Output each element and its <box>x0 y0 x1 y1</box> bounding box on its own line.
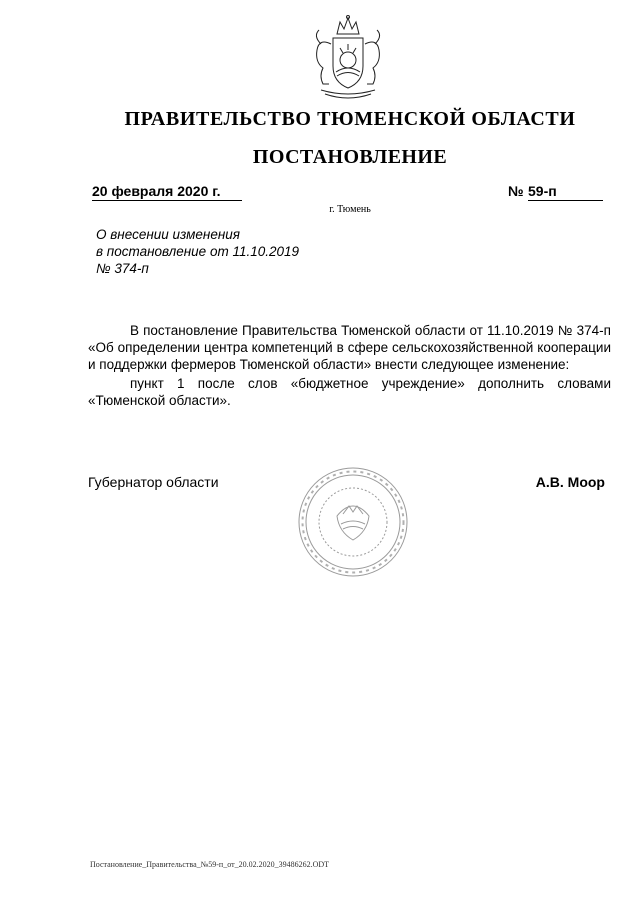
footer-filename: Постановление_Правительства_№59-п_от_20.02.2020_39486262.ODT <box>90 860 330 869</box>
subject-line: в постановление от 11.10.2019 <box>96 244 300 259</box>
subject-line: О внесении изменения <box>96 227 241 242</box>
government-title: ПРАВИТЕЛЬСТВО ТЮМЕНСКОЙ ОБЛАСТИ <box>124 108 576 130</box>
body-text <box>88 322 611 411</box>
official-seal-icon <box>297 466 409 578</box>
body-paragraph: В постановление Правительства Тюменской области от 11.10.2019 № 374-п «Об определении центра компетенций в сфере сельскохозяйственной кооперации и поддержки фермеров Тюменской области» внести следующее изменение: <box>88 323 611 372</box>
subject-line: № 374-п <box>96 261 149 276</box>
signer-title: Губернатор области <box>88 474 219 490</box>
signer-name: А.В. Моор <box>535 474 605 490</box>
number-sign: № <box>508 183 524 199</box>
document-type: ПОСТАНОВЛЕНИЕ <box>252 146 448 168</box>
subject-block <box>96 226 299 277</box>
document-number: 59-п <box>528 183 603 201</box>
document-date: 20 февраля 2020 г. <box>92 183 242 201</box>
coat-of-arms-icon <box>307 14 389 102</box>
city: г. Тюмень <box>329 204 371 215</box>
body-paragraph: пункт 1 после слов «бюджетное учреждение» дополнить словами «Тюменской области». <box>88 376 611 408</box>
